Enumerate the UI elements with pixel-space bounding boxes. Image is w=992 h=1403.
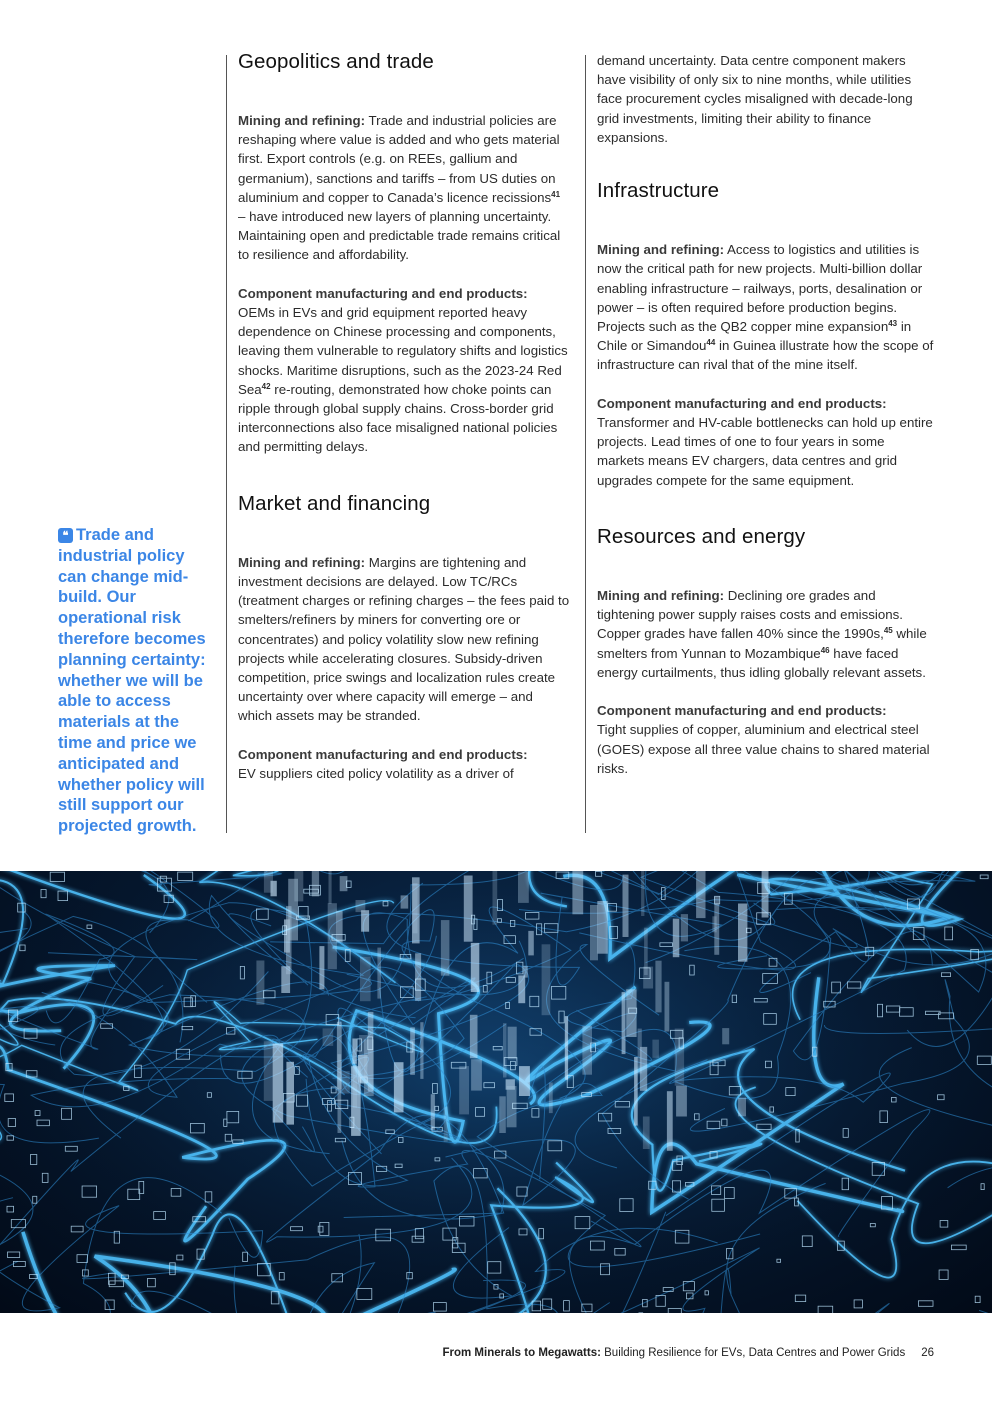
- map-tower: [336, 911, 342, 943]
- map-tower: [323, 1028, 334, 1046]
- map-tower: [401, 895, 409, 908]
- footer-report-title: From Minerals to Megawatts:: [442, 1347, 601, 1359]
- resources-component-label: Component manufacturing and end products:: [597, 703, 887, 719]
- map-tower: [643, 1117, 650, 1150]
- map-tower: [471, 943, 480, 992]
- map-tower: [338, 1054, 342, 1133]
- page-footer: [442, 1347, 934, 1359]
- map-tower: [394, 1062, 404, 1112]
- map-tower: [503, 1023, 507, 1077]
- right-column: [597, 51, 935, 797]
- map-tower: [264, 1041, 273, 1101]
- map-tower: [459, 1066, 469, 1114]
- map-tower: [470, 1015, 478, 1058]
- map-tower: [641, 871, 644, 916]
- footnote-45[interactable]: 45: [883, 626, 893, 636]
- map-tower: [319, 946, 324, 989]
- page-number: 26: [921, 1347, 934, 1359]
- map-tower: [368, 1012, 374, 1092]
- map-tower: [673, 919, 680, 958]
- market-mining-label: Mining and refining:: [238, 554, 366, 570]
- left-column-rule: [226, 55, 227, 833]
- geo-component-label: Component manufacturing and end products:: [238, 285, 528, 301]
- map-tower: [590, 905, 598, 960]
- geo-component-paragraph: Component manufacturing and end products: OEMs in EVs and grid equipment reported heavy dependence on Chinese processing and components, leaving them vulnerable to regulatory shifts and logistics shocks. Maritime disruptions, such as the 2023-24 Red Sea$^{42}$ re-routing, demonstrated how choke points can ripple through global supply chains. Cross-border grid interconnections also face misaligned national policies and permitting delays.: [238, 285, 568, 455]
- footnote-44[interactable]: 44: [706, 338, 716, 348]
- map-tower: [377, 948, 381, 999]
- section-heading-resources: Resources and energy: [597, 525, 806, 549]
- map-tower: [565, 1016, 568, 1080]
- map-tower: [667, 1091, 673, 1151]
- map-tower: [582, 1026, 592, 1075]
- map-tower: [431, 1094, 435, 1130]
- map-tower: [360, 957, 371, 1001]
- resources-mining-paragraph: Mining and refining: Declining ore grades and tightening power supply raises costs and emissions. Copper grades have fallen 40% since the 1990s,$^{45}$ while smelters from Yunnan to Mozambique$^{46}$ have faced energy curtailments, thus idling globally relevant assets.: [597, 588, 927, 680]
- map-tower: [696, 871, 705, 918]
- map-tower: [518, 872, 529, 903]
- map-tower: [256, 961, 264, 1005]
- map-tower: [626, 989, 636, 1037]
- map-tower: [340, 1071, 350, 1093]
- map-tower: [444, 1107, 448, 1142]
- map-tower: [353, 1065, 357, 1108]
- map-tower: [622, 992, 626, 1054]
- right-column-rule: [585, 55, 586, 833]
- map-tower: [519, 1066, 530, 1096]
- infra-mining-label: Mining and refining:: [597, 242, 725, 258]
- map-tower: [738, 904, 747, 962]
- map-tower: [361, 910, 369, 932]
- map-tower: [572, 871, 583, 914]
- market-component-paragraph: Component manufacturing and end products: EV suppliers cited policy volatility as a driver of: [238, 746, 528, 782]
- section-heading-geopolitics: Geopolitics and trade: [238, 50, 434, 73]
- map-tower: [412, 877, 420, 943]
- continuation-paragraph: demand uncertainty. Data centre component makers have visibility of only six to nine months, while utilities face procurement cycles misaligned with decade-long grid investments, limiting their ability to finance expansions.: [597, 53, 913, 145]
- map-tower: [634, 1057, 638, 1126]
- digital-city-illustration: [0, 871, 992, 1313]
- map-tower: [675, 1029, 684, 1086]
- map-tower: [471, 1059, 482, 1090]
- hero-image-digital-city: [0, 871, 992, 1313]
- map-tower: [643, 967, 653, 989]
- footnote-43[interactable]: 43: [888, 319, 898, 329]
- map-tower: [655, 961, 661, 1013]
- footnote-41[interactable]: 41: [551, 189, 561, 199]
- map-tower: [549, 1083, 553, 1114]
- map-tower: [508, 1027, 517, 1060]
- map-tower: [506, 1079, 515, 1089]
- map-tower: [441, 920, 450, 976]
- map-tower: [464, 876, 473, 942]
- map-tower: [528, 931, 534, 956]
- map-tower: [542, 944, 551, 1015]
- footer-report-subtitle: Building Resilience for EVs, Data Centres and Power Grids: [600, 1347, 906, 1359]
- map-tower: [597, 901, 608, 954]
- map-tower: [507, 1086, 517, 1127]
- pull-quote: [58, 525, 216, 837]
- map-tower: [652, 1040, 659, 1058]
- map-tower: [665, 982, 670, 1032]
- map-tower: [722, 1028, 729, 1044]
- map-tower: [738, 1098, 746, 1117]
- market-component-label: Component manufacturing and end products:: [238, 746, 528, 762]
- section-heading-infrastructure: Infrastructure: [597, 179, 720, 203]
- resources-mining-label: Mining and refining:: [597, 588, 725, 604]
- geo-mining-paragraph: Mining and refining: Trade and industrial policies are reshaping where value is added and who gets material first. Export controls (e.g. on REEs, gallium and germanium), sanctions and tariffs – from US duties on aluminium and copper to Canada’s licence recissions$^{41}$ – have introduced new layers of planning uncertainty. Maintaining open and predictable trade remains critical to resilience and affordability.: [238, 113, 561, 263]
- map-tower: [640, 1047, 647, 1091]
- map-tower: [264, 871, 273, 893]
- map-tower: [410, 1027, 415, 1074]
- infra-mining-paragraph: Mining and refining: Access to logistics and utilities is now the critical path for new projects. Multi-billion dollar enabling infrastructure – railways, ports, desalination or power – is often required before production begins. Projects such as the QB2 copper mine expansion$^{43}$ in Chile or Simandou$^{44}$ in Guinea illustrate how the scope of infrastructure can rival that of the mine itself.: [597, 242, 934, 373]
- map-tower: [676, 1086, 687, 1117]
- map-tower: [352, 1039, 356, 1064]
- map-tower: [762, 871, 769, 918]
- map-tower: [714, 897, 719, 955]
- infra-component-paragraph: Component manufacturing and end products: Transformer and HV-cable bottlenecks can hold up entire projects. Lead times of one to four years in some markets means EV chargers, data centres and grid upgrades compete for the same equipment.: [597, 395, 933, 488]
- map-tower: [420, 1022, 423, 1079]
- map-tower: [681, 914, 688, 941]
- map-tower: [286, 906, 292, 974]
- left-column: [238, 49, 570, 802]
- section-heading-market: Market and financing: [238, 491, 431, 515]
- market-mining-paragraph: Mining and refining: Margins are tightening and investment decisions are delayed. Low TC/RCs (treatment charges or refining charges – the fees paid to smelters/refiners by miners for converting ore or concentrates) and policy volatility slow new refining projects while accelerating closures. Subsidy-driven competition, price swings and localization rules create uncertainty over where capacity will emerge – and which assets may be stranded.: [238, 554, 570, 724]
- map-tower: [340, 876, 348, 891]
- map-tower: [499, 1096, 506, 1133]
- resources-component-paragraph: Component manufacturing and end products: Tight supplies of copper, aluminium and electrical steel (GOES) expose all three value chains to shared material risks.: [597, 703, 930, 776]
- map-tower: [312, 871, 319, 896]
- map-tower: [273, 1044, 284, 1123]
- map-tower: [356, 900, 366, 912]
- map-tower: [328, 903, 337, 969]
- map-tower: [286, 1062, 294, 1125]
- map-tower: [623, 875, 629, 937]
- geo-mining-label: Mining and refining:: [238, 113, 366, 128]
- map-tower: [415, 953, 421, 1001]
- map-tower: [518, 975, 525, 1003]
- map-tower: [329, 871, 332, 904]
- quote-icon: ❝: [58, 528, 73, 543]
- pull-quote-text: Trade and industrial policy can change mid-build. Our operational risk therefore becomes planning certainty: whether we will be able to access materials at the time and price we anticipated and whether policy will still support our projected growth.: [58, 526, 206, 836]
- footnote-46[interactable]: 46: [820, 645, 830, 655]
- map-tower: [294, 871, 303, 901]
- infra-component-label: Component manufacturing and end products:: [597, 395, 887, 411]
- map-tower: [493, 871, 498, 925]
- map-tower: [358, 1055, 368, 1083]
- footnote-42[interactable]: 42: [261, 381, 271, 391]
